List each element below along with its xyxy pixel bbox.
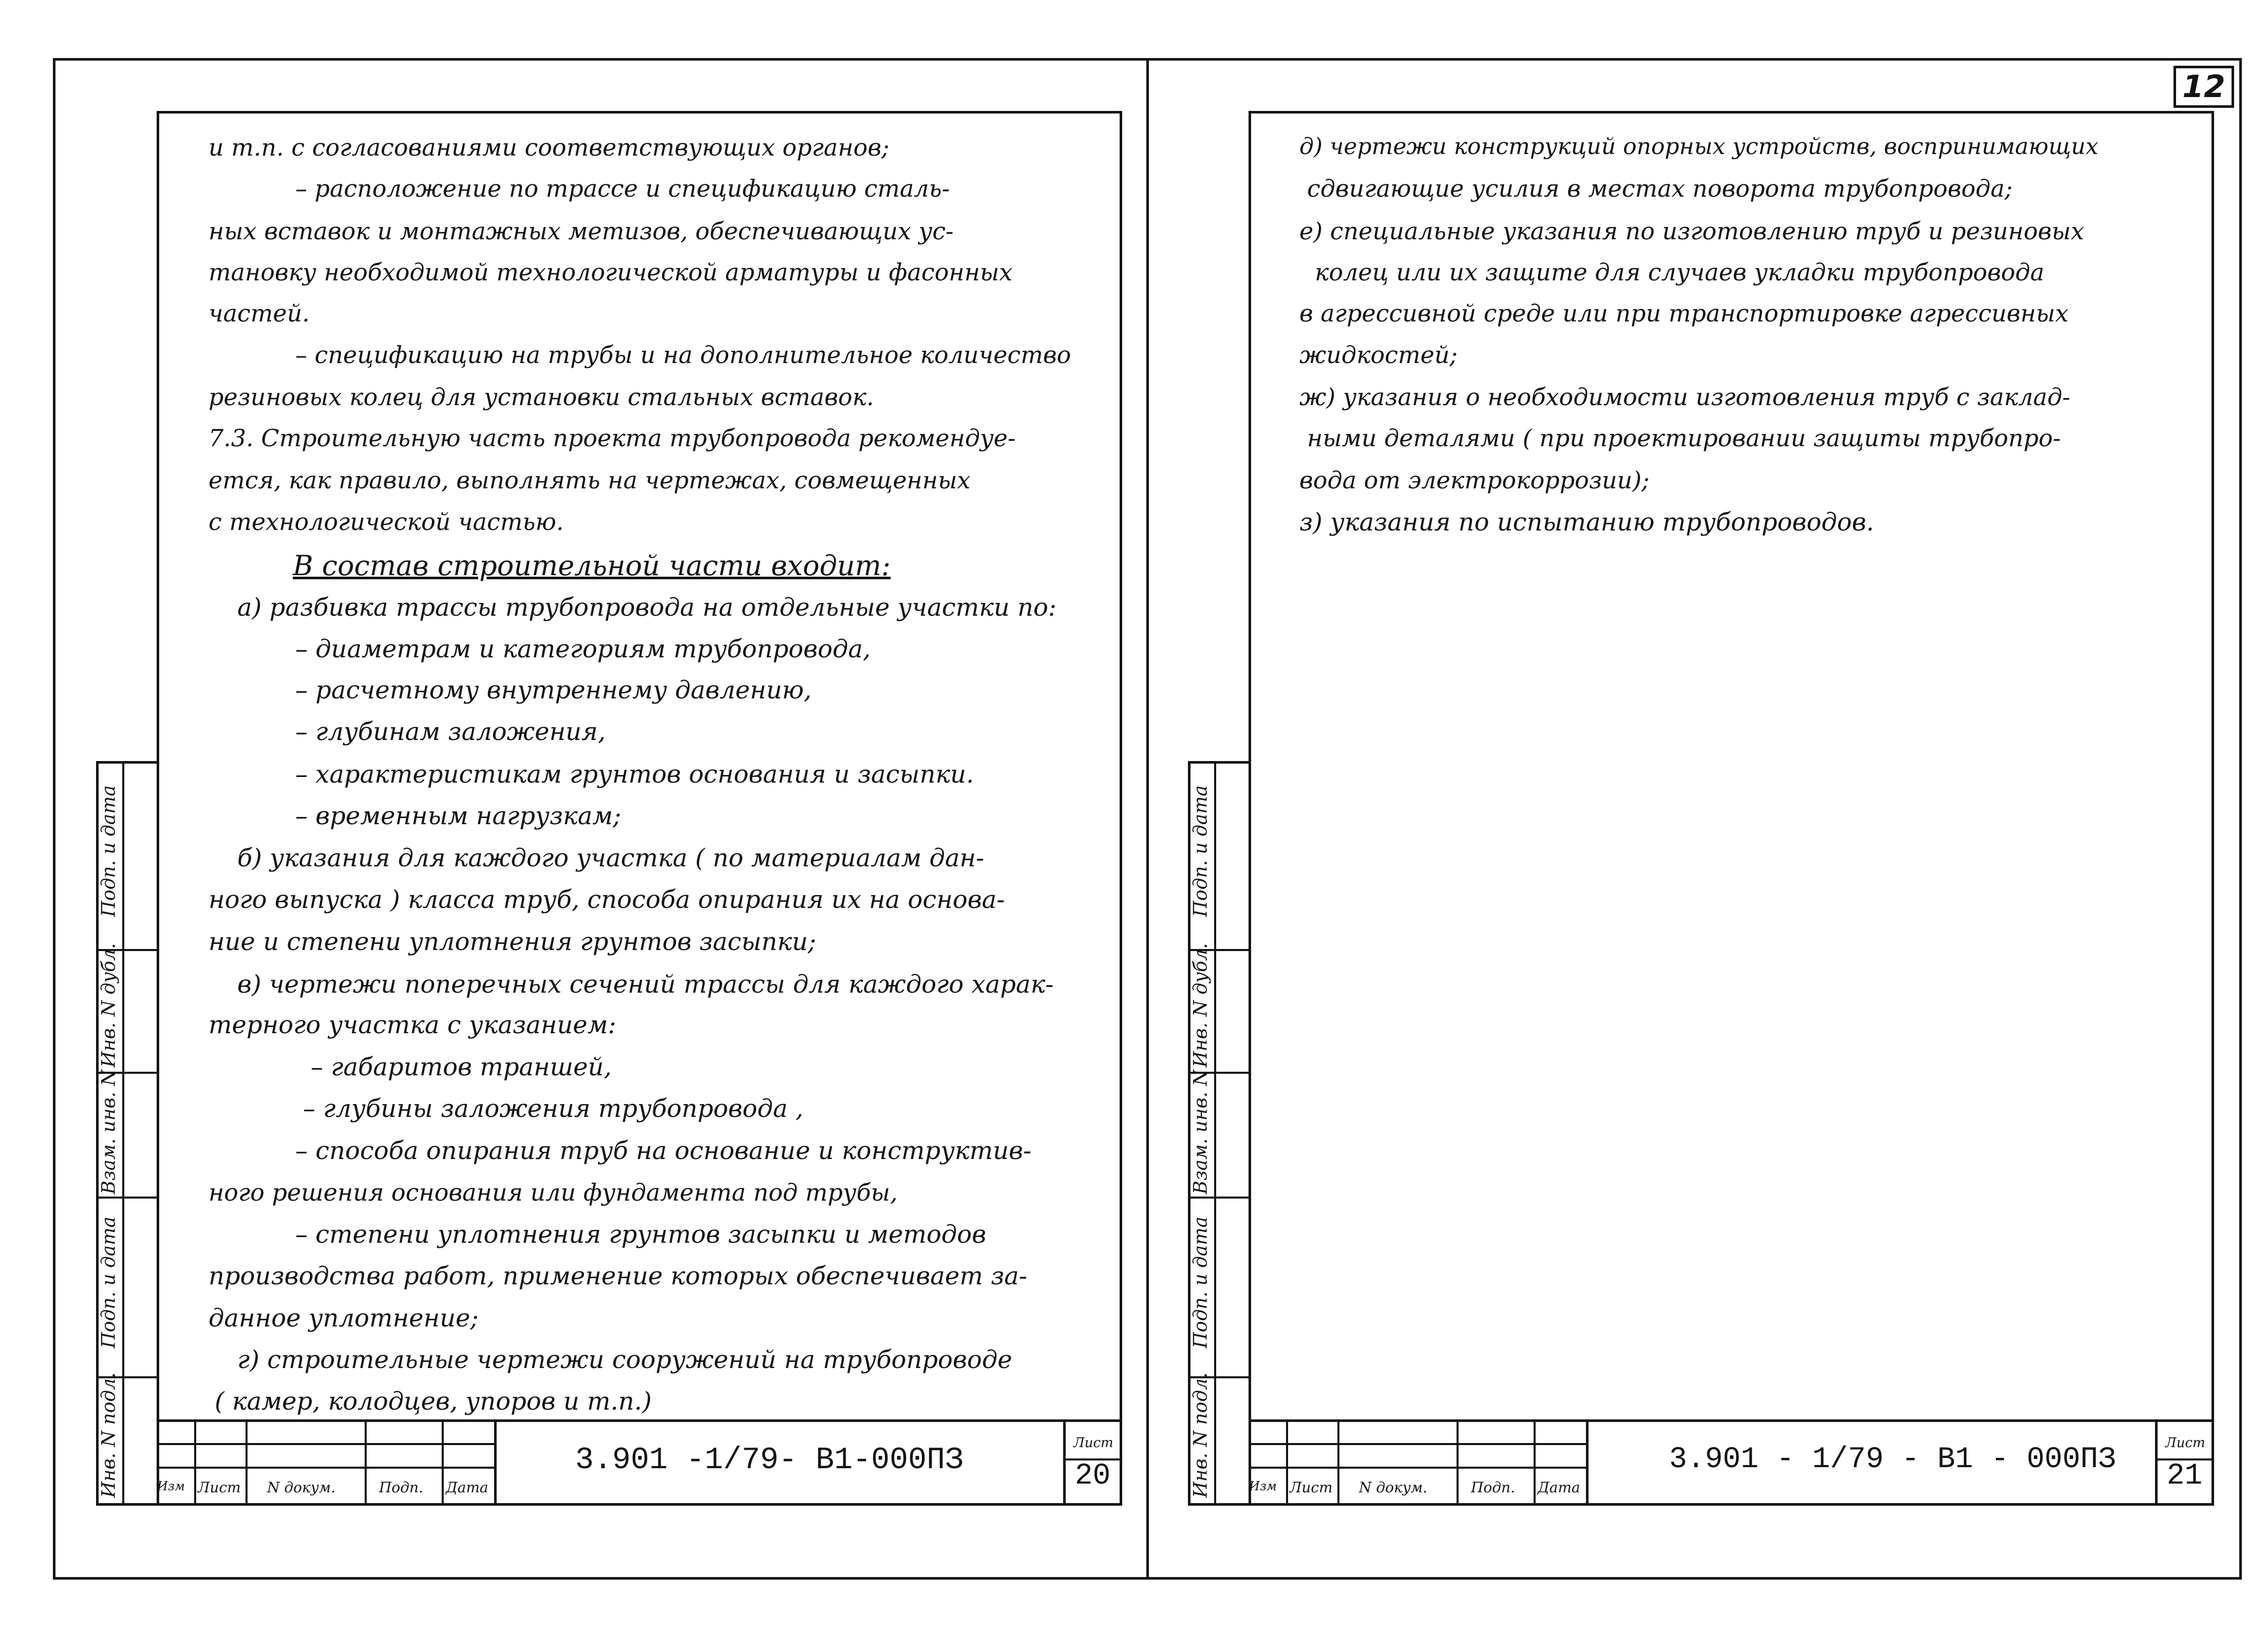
text-line: з) указания по испытанию трубопроводов. bbox=[1299, 508, 1874, 537]
text-line: в агрессивной среде или при транспортировке агрессивных bbox=[1299, 299, 2069, 327]
text-line: – расположение по трассе и спецификацию сталь- bbox=[295, 175, 950, 202]
doc-code: 3.901 - 1/79 - В1 - 000ПЗ bbox=[1669, 1443, 2116, 1476]
text-line: – характеристикам грунтов основания и засыпки. bbox=[295, 760, 974, 789]
side-label-vzam-inv: Взам. инв. N bbox=[1190, 1069, 1212, 1194]
text-line: ного решения основания или фундамента под трубы, bbox=[209, 1179, 898, 1206]
stamp-n-dokum: N докум. bbox=[1359, 1479, 1428, 1496]
text-line: – спецификацию на трубы и на дополнительное количество bbox=[295, 341, 1071, 369]
stamp-data: Дата bbox=[446, 1479, 488, 1496]
stamp-list: Лист bbox=[198, 1479, 241, 1496]
text-line: ж) указания о необходимости изготовления труб с заклад- bbox=[1299, 383, 2070, 411]
stamp-data: Дата bbox=[1538, 1479, 1580, 1496]
stamp-n-dokum: N докум. bbox=[267, 1479, 336, 1496]
sheet-label: Лист bbox=[2165, 1435, 2205, 1451]
stamp-izm: Изм bbox=[157, 1479, 185, 1493]
text-line: ется, как правило, выполнять на чертежах, совмещенных bbox=[209, 466, 971, 494]
sheet-label: Лист bbox=[1073, 1435, 1113, 1451]
text-line: ными деталями ( при проектировании защиты трубопро- bbox=[1307, 424, 2061, 452]
text-line: – способа опирания труб на основание и конструктив- bbox=[295, 1136, 1032, 1165]
side-label-inv-podl: Инв. N подл. bbox=[98, 1372, 120, 1498]
text-line: – степени уплотнения грунтов засыпки и методов bbox=[295, 1220, 987, 1249]
text-line: резиновых колец для установки стальных вставок. bbox=[209, 383, 874, 411]
text-line: б) указания для каждого участка ( по материалам дан- bbox=[237, 844, 985, 872]
stamp-izm: Изм bbox=[1249, 1479, 1277, 1493]
sheet-number: 21 bbox=[2166, 1459, 2203, 1493]
text-line: колец или их защите для случаев укладки трубопровода bbox=[1315, 258, 2045, 286]
text-line: данное уплотнение; bbox=[209, 1304, 479, 1333]
text-line: ( камер, колодцев, упоров и т.п.) bbox=[215, 1387, 652, 1416]
sheet-number: 20 bbox=[1074, 1459, 1111, 1493]
text-line: ние и степени уплотнения грунтов засыпки; bbox=[209, 927, 817, 956]
text-line: вода от электрокоррозии); bbox=[1299, 466, 1650, 494]
side-label-podp-data: Подп. и дата bbox=[1190, 785, 1212, 917]
section-heading: В состав строительной части входит: bbox=[293, 549, 891, 582]
text-line: и т.п. с согласованиями соответствующих органов; bbox=[209, 134, 890, 161]
text-line: сдвигающие усилия в местах поворота трубопровода; bbox=[1307, 175, 2013, 202]
side-label-inv-dubl: Инв. N дубл. bbox=[98, 943, 120, 1068]
side-label-inv-dubl: Инв. N дубл. bbox=[1190, 943, 1212, 1068]
text-line: производства работ, применение которых обеспечивает за- bbox=[209, 1262, 1028, 1291]
text-line: а) разбивка трассы трубопровода на отдельные участки по: bbox=[237, 593, 1057, 622]
text-line: – габаритов траншей, bbox=[311, 1053, 612, 1081]
side-label-podp-data-2: Подп. и дата bbox=[98, 1217, 120, 1349]
text-line: в) чертежи поперечных сечений трассы для каждого харак- bbox=[237, 970, 1054, 999]
text-line: жидкостей; bbox=[1299, 341, 1458, 369]
text-line: д) чертежи конструкций опорных устройств, воспринимающих bbox=[1299, 134, 2099, 160]
text-line: с технологической частью. bbox=[209, 508, 564, 536]
sheet-divider bbox=[1146, 58, 1149, 1580]
doc-code: 3.901 -1/79- В1-000ПЗ bbox=[575, 1443, 964, 1478]
text-line: – диаметрам и категориям трубопровода, bbox=[295, 635, 871, 663]
text-line: – временным нагрузкам; bbox=[295, 802, 621, 830]
text-line: ных вставок и монтажных метизов, обеспечивающих ус- bbox=[209, 217, 954, 245]
text-line: терного участка с указанием: bbox=[209, 1011, 616, 1039]
text-line: – глубинам заложения, bbox=[295, 717, 606, 746]
side-label-vzam-inv: Взам. инв. N bbox=[98, 1069, 120, 1194]
text-line: – расчетному внутреннему давлению, bbox=[295, 676, 812, 705]
side-label-inv-podl: Инв. N подл. bbox=[1190, 1372, 1212, 1498]
text-line: г) строительные чертежи сооружений на трубопроводе bbox=[237, 1345, 1012, 1374]
text-line: 7.3. Строительную часть проекта трубопровода рекомендуе- bbox=[209, 424, 1016, 452]
stamp-podp: Подп. bbox=[1471, 1479, 1515, 1496]
side-label-podp-data-2: Подп. и дата bbox=[1190, 1217, 1212, 1349]
page-number: 12 bbox=[2182, 69, 2225, 105]
text-line: – глубины заложения трубопровода , bbox=[303, 1094, 804, 1123]
stamp-list: Лист bbox=[1290, 1479, 1333, 1496]
text-line: ного выпуска ) класса труб, способа опирания их на основа- bbox=[209, 885, 1005, 914]
side-label-podp-data: Подп. и дата bbox=[98, 785, 120, 917]
text-line: тановку необходимой технологической арматуры и фасонных bbox=[209, 258, 1013, 286]
text-line: е) специальные указания по изготовлению труб и резиновых bbox=[1299, 217, 2085, 245]
text-line: частей. bbox=[209, 299, 310, 327]
stamp-podp: Подп. bbox=[379, 1479, 423, 1496]
